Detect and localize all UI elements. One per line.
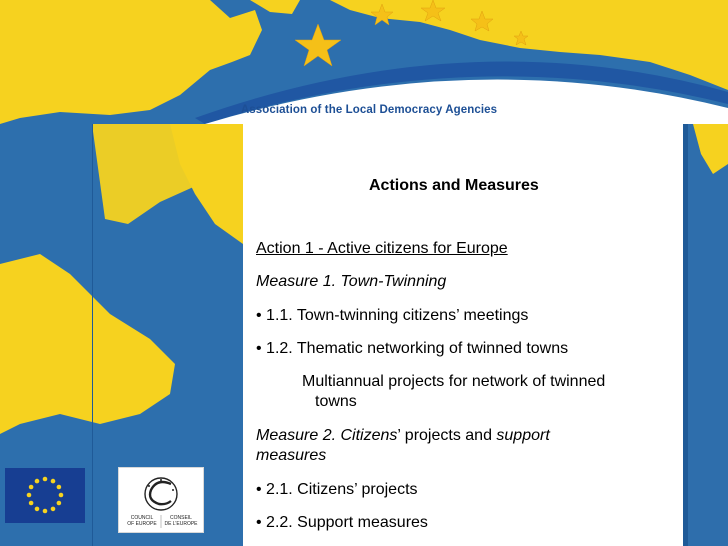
measure-2-label: Measure 2. Citizens xyxy=(256,427,398,444)
multiannual-projects-line1: Multiannual projects for network of twinned xyxy=(302,373,606,390)
measure-2-plain: ’ projects and xyxy=(397,427,497,444)
star-icon xyxy=(295,24,341,66)
slide-content xyxy=(243,124,683,546)
multiannual-projects-line2: towns xyxy=(315,393,357,410)
bullet-citizens-projects: • 2.1. Citizens’ projects xyxy=(256,481,418,498)
coe-label-en: COUNCIL OF EUROPE xyxy=(127,515,157,527)
measure-1-title: Measure 1. Town-Twinning xyxy=(256,273,447,290)
measure-2-support: support xyxy=(496,427,550,444)
coe-label-fr: CONSEIL DE L’EUROPE xyxy=(164,515,198,527)
bullet-town-twinning-meetings: • 1.1. Town-twinning citizens’ meetings xyxy=(256,307,529,324)
slide-heading: Actions and Measures xyxy=(369,177,539,194)
action-1-title: Action 1 - Active citizens for Europe xyxy=(256,240,508,257)
bullet-support-measures: • 2.2. Support measures xyxy=(256,514,428,531)
right-map-panel xyxy=(683,124,728,546)
bullet-thematic-networking: • 1.2. Thematic networking of twinned towns xyxy=(256,340,569,357)
europe-map-right xyxy=(683,124,728,546)
measure-2-measures: measures xyxy=(256,447,327,464)
association-title: Association of the Local Democracy Agencies xyxy=(240,104,498,116)
eu-flag-icon xyxy=(5,468,85,523)
header-banner xyxy=(0,0,728,124)
eu-stars-circle-icon xyxy=(5,468,85,523)
council-of-europe-icon xyxy=(118,467,204,533)
measure-2-title xyxy=(256,426,550,445)
